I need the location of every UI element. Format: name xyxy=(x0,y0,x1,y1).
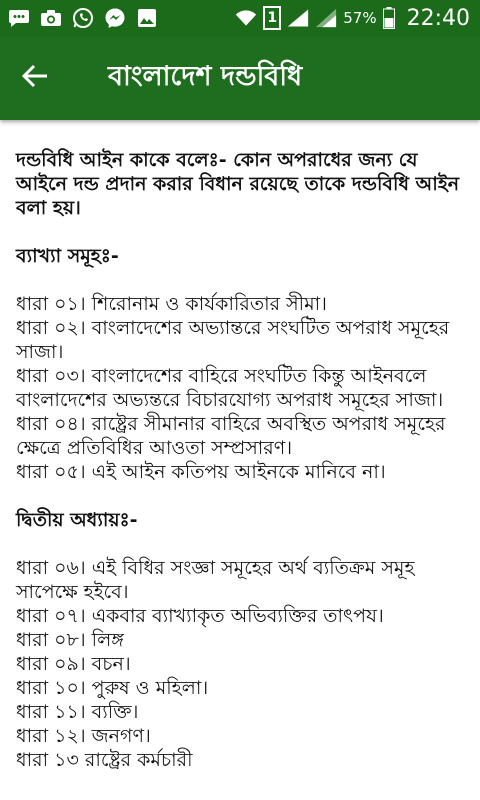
wifi-icon xyxy=(235,7,257,29)
list-item: ধারা ০৬। এই বিধির সংজ্ঞা সমূহের অর্থ ব্যতিক্রম সমূহ সাপেক্ষে হইবে। xyxy=(16,557,415,603)
status-bar xyxy=(0,0,480,36)
list-item: ধারা ১৩ রাষ্ট্রের কর্মচারী xyxy=(16,749,193,771)
list-item: ধারা ০৫। এই আইন কতিপয় আইনকে মানিবে না। xyxy=(16,461,386,483)
article-body[interactable] xyxy=(0,120,480,800)
signal-icon-1 xyxy=(287,7,309,29)
gallery-icon xyxy=(136,7,158,29)
camera-icon xyxy=(40,7,62,29)
app-bar xyxy=(0,36,480,120)
spacer xyxy=(12,532,466,556)
list-item: ধারা ১০। পুরুষ ও মহিলা। xyxy=(16,677,209,699)
battery-percent: 57% xyxy=(343,9,377,27)
list-item: ধারা ১১। ব্যক্তি। xyxy=(16,701,139,723)
top-spacer xyxy=(12,120,466,148)
list-item: ধারা ০৭। একবার ব্যাখ্যাকৃত অভিব্যক্তির তাৎপয। xyxy=(16,605,384,627)
clock: 22:40 xyxy=(406,5,470,31)
chat-icon xyxy=(8,7,30,29)
intro-paragraph: দন্ডবিধি আইন কাকে বলেঃ- কোন অপরাধের জন্য যে আইনে দন্ড প্রদান করার বিধান রয়েছে তাকে দন্ডবিধি আইন বলা হয়। xyxy=(16,149,460,219)
list-item: ধারা ০২। বাংলাদেশের অভ্যান্তরে সংঘটিত অপরাধ সমূহের সাজা। xyxy=(16,317,450,363)
back-button[interactable] xyxy=(0,36,70,120)
arrow-back-icon xyxy=(21,64,49,92)
system-icons xyxy=(235,6,470,31)
list-item: ধারা ০৩। বাংলাদেশের বাহিরে সংঘটিত কিন্তু আইনবলে বাংলাদেশের অভ্যন্তরে বিচারযোগ্য অপরাধ সমূহের সাজা। xyxy=(16,365,444,411)
list-item: ধারা ০৮। লিঙ্গ xyxy=(16,629,124,651)
signal-icon-2 xyxy=(315,7,337,29)
spacer xyxy=(12,220,466,244)
spacer xyxy=(12,268,466,292)
section-heading: ব্যাখ্যা সমূহঃ- xyxy=(16,245,119,267)
list-item: ধারা ১২। জনগণ। xyxy=(16,725,151,747)
notification-icons xyxy=(8,7,235,29)
whatsapp-icon xyxy=(72,7,94,29)
list-item: ধারা ০৯। বচন। xyxy=(16,653,131,675)
spacer xyxy=(12,484,466,508)
section-heading: দ্বিতীয় অধ্যায়ঃ- xyxy=(16,509,138,531)
messenger-icon xyxy=(104,7,126,29)
list-item: ধারা ০১। শিরোনাম ও কার্যকারিতার সীমা। xyxy=(16,293,327,315)
page-title: বাংলাদেশ দন্ডবিধি xyxy=(108,60,303,92)
sim-badge: 1 xyxy=(263,6,281,30)
list-item: ধারা ০৪। রাষ্ট্রের সীমানার বাহিরে অবস্থিত অপরাধ সমূহের ক্ষেত্রে প্রতিবিধির আওতা সম্প্রসারণ। xyxy=(16,413,446,459)
battery-icon xyxy=(383,7,395,29)
